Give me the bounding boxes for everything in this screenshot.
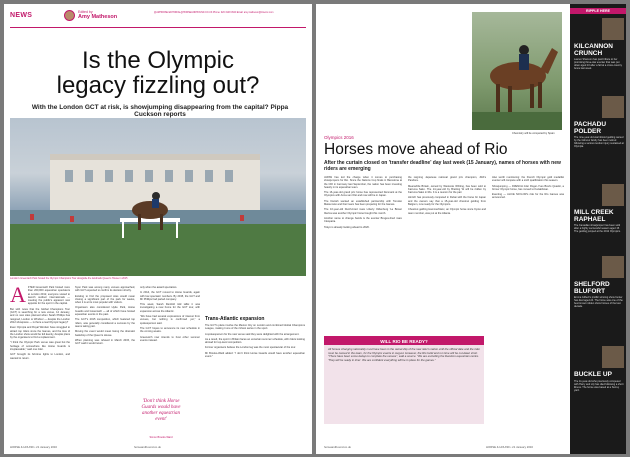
url-right: horseandhound.co.uk — [324, 445, 351, 449]
paragraph: FTER Greenwich Park hosted more than 200,000 equestrian spectators at London 2012, everyone vowed to launch outdoor internationals — meeting the public's apparent new appetite for the sport in the capital. — [27, 286, 70, 306]
sidebar-story — [574, 372, 624, 392]
paragraph: JAPAN has led the charge when it comes to purchasing showjumpers for Rio. Since the Nations Cup finals in Barcelona at the CDI in Germany last September, the nation has been investing heavily in its equestrian team. — [324, 176, 402, 189]
box-text: All horses changing nationality must have been in the ownership of the new rider's nation until the official date and the rider must be named in the team, for the Olympic events in August. However, the Rio build and run time will be cut-dawn short. "There have been some delays to complete the venues", said a source. "We are excluding the Deodoro equestrian centre. 'They will be ready in time'. We are confident everything will be in place for the games." — [328, 347, 480, 362]
standfirst: With the London GCT at risk, is showjumping disappearing from the capital? Pippa Cuckson reports — [31, 104, 289, 118]
paragraph: Organisers also considered Hyde Park, Horse Guards and Greenwich — all of which have hosted equestrian events in the past. — [75, 306, 135, 317]
paragraph: Moving the event would mean losing the dramatic backdrop of the Queen's House. — [75, 330, 135, 337]
paragraph: Existing to find the proposed sites would mean closing a significant part of the park for weeks, when it is at its most popular with visitors. — [75, 294, 135, 305]
body-column-1 — [324, 176, 402, 231]
body-column-1 — [10, 282, 70, 362]
horse-photo — [472, 12, 562, 130]
sidebar-header: RIPPLE HERE — [570, 8, 626, 14]
story-thumbnail — [602, 18, 624, 40]
story-text: The Canadian showjumper has been sold after a highly successful season aged 15. The gelding jumped at the 2012 Olympics. — [574, 224, 621, 234]
photo-caption: London's Greenwich Park hosted the Olympic Champions Tour alongside the landmark Queen's House in 2015 — [10, 277, 128, 280]
body-column-3 — [492, 176, 564, 202]
paragraph: The 10-year-old Dutch-bred mare Liberty Oldenburg 'La Brava' Iberica was another Olympic horse bought this month. — [324, 208, 402, 215]
paragraph: This week, Sarah Renfold told H&H it was investigating a new home for the GCT tour, with expansion across the Atlantic. — [140, 303, 200, 313]
headline — [4, 48, 312, 98]
paragraph: Chestnut gelding Hammerblanc, an Olympic horse since Kyoto and team member, was put at the Atlanta. — [408, 208, 486, 215]
paragraph: The 16-year-old grand prix horse has represented Denmark at the Olympics with Anna van Olst and now will be in Japan. — [324, 191, 402, 198]
paragraph: When planning was refused in March 2015, the GCT said it would return. — [75, 338, 135, 346]
folio-right: HORSE & HOUND • 21 January 2016 — [486, 445, 533, 449]
paragraph: Syon Park was among many venues approached, with GCT expected to confirm its decision shortly. — [75, 286, 135, 293]
drop-cap: A — [10, 282, 26, 307]
right-page — [316, 4, 626, 454]
left-page — [4, 4, 312, 454]
greenwich-park-photo — [10, 118, 306, 276]
sidebar-story — [574, 122, 624, 149]
subhead: Trans-Atlantic expansion — [205, 316, 265, 322]
sidebar-story — [574, 44, 624, 71]
paragraph: Greenwich now intends to host other summer events instead. — [140, 335, 200, 342]
headline-line-2: legacy fizzling out? — [56, 72, 260, 99]
story-title: SHELFORD BLUFORT — [574, 281, 610, 295]
paragraph: The Danish wanted an established partnership with Tomoko Matsumoto and their team has been preparing for the Games. — [324, 199, 402, 207]
paragraph: Showjumping — FRENCH rider Roger-Yves Bost's Quador, a former Olympic horse, has moved to Kazakhstan. — [492, 184, 564, 191]
story-title: MILL CREEK RAPHAEL — [574, 209, 614, 223]
paragraph: Former organisers believe the London leg was the most spectacular of the tour. — [205, 346, 296, 350]
photo-caption: Chemistry will be competed by Spain — [512, 132, 555, 135]
paragraph: GCT brought its full-time lights to London, and wanted to return. — [10, 353, 70, 360]
paragraph: Eventing — ALICE NAYLOR's ride for the Rio Games was announced. — [492, 193, 564, 200]
headline-line-1: Is the Olympic — [81, 47, 235, 74]
body-column-4 — [205, 286, 305, 360]
sidebar — [570, 4, 626, 454]
pull-quote: 'Don't think Horse Guards would have another equestrian event' — [141, 399, 181, 422]
standfirst: After the curtain closed on 'transfer deadline' day last week (15 January), names of horses with new riders are emerging — [324, 160, 561, 172]
paragraph: "I think the Olympic Park venue was great but the heritage of somewhere like Horse Guards is irreplaceable," said one rider. — [10, 341, 70, 352]
paragraph: only when the award spectators. — [140, 286, 178, 289]
paragraph: the reigning Japanese national grand prix champion, JRA's Pandora. — [408, 176, 486, 183]
edited-by-label: Edited by — [78, 10, 93, 14]
paragraph: As a result, the sport in Britain faces an uncertain summer schedule, with riders looking abroad for top-level competition. — [205, 337, 305, 345]
sidebar-story — [574, 210, 624, 233]
paragraph: Also worth mentioning: the French Olympic gold medallist eventer will compete with a sixth qualification this season. — [492, 176, 564, 183]
story-thumbnail — [602, 184, 624, 206]
box-title: WILL RIO BE READY? — [324, 338, 484, 345]
paragraph: But with news that the Global Champions Tour (GCT) is searching for a new venue, 14 January, and no new sites planned when Sarah Phillips has resigned, London or Windsor — despite the London 2012 showpiece — is there a real Olympic legacy? — [10, 307, 70, 324]
paragraph: The GCT's plans involve the Mexico City on London and combined Global Champions League, making it one of the richest series in the sport. — [205, 324, 305, 331]
paragraph: The GCT hopes to announce its new schedule in the coming weeks. — [140, 326, 200, 334]
pull-quote-attribution: Simon Brooks-Ward — [149, 436, 173, 439]
horse-illustration — [472, 12, 562, 130]
paragraph: In 2014, the GCT moved to Horse Guards, again with low spectator numbers. By 2015, the GCT and Mr Phillips had parted company. — [140, 291, 200, 301]
photo-illustration — [10, 118, 306, 276]
story-text: The nine-year-old warmblood gelding owned by the Gilmour family has been retired following a serious tendon injury sustained at Olympia. — [574, 136, 624, 149]
paragraph: Tokyo is already looking ahead to 2020. — [324, 225, 370, 229]
story-thumbnail — [602, 256, 624, 278]
story-thumbnail — [602, 346, 624, 368]
folio-left: HORSE & HOUND • 21 January 2016 — [10, 445, 57, 449]
url-left: horseandhound.co.uk — [134, 445, 161, 449]
story-thumbnail — [602, 96, 624, 118]
story-title: PACHADU POLDER — [574, 121, 607, 135]
body-column-3 — [140, 286, 200, 344]
headline: Horses move ahead of Rio — [324, 141, 508, 158]
paragraph: Hinrich has previously competed in Dubai with the horse for Japan and the owners say that a 15-year-old chestnut gelding from Belgium, now ready for the Olympics. — [408, 196, 486, 207]
story-text: Emma Gilbert's prolific winning show hunter has died aged 24. The horse was one of the best known ridden show horses of the last decade. — [574, 296, 623, 309]
editor-avatar — [64, 10, 75, 21]
paragraph: "We have had several expressions of interest from venues, but nothing is confirmed yet," a spokesperson said. — [140, 315, 200, 325]
header-rule — [10, 27, 306, 28]
sidebar-story — [574, 282, 624, 309]
story-text: Lauren Shannon has paid tribute to her promising three-star eventer that was put down aged 10 after a fall at a cross-country fence last week. — [574, 58, 622, 71]
paragraph: Mr Brooks-Ward added: "I don't think Horse Guards would have another equestrian event." — [205, 351, 305, 359]
section-label: Olympics 2016 — [324, 135, 354, 140]
paragraph: Even Olympia and Royal Windsor have struggled to attract top riders since the Games, and the loss of the London show would be felt keenly, despite plans by the organisers to find a replacement. — [10, 326, 70, 340]
rio-ready-box — [324, 336, 484, 424]
story-title: KILCANNON CRUNCH — [574, 43, 613, 57]
paragraph: Another name to change hands is the eventer Bruges-bred mare Cleopatra. — [324, 216, 402, 224]
editor-contact: @AMHORSE EDITORIAL@HORSEANDHOUND.CO.UK Phone: 020 3148 4540 Email: amy.matheson@timeinc.com — [154, 12, 274, 14]
paragraph: A spokesperson for the new venue said they were delighted with the arrangement. — [205, 332, 300, 336]
story-text: The 11-year-old who previously competed with Harry and Lily has died following a short illness. The horse was based at a Surrey yard. — [574, 379, 624, 392]
paragraph: The GCT's 2015 competition, which featured top riders, was generally considered a success by the teams taking part. — [75, 318, 135, 328]
story-title: BUCKLE UP — [574, 371, 612, 378]
body-column-2 — [75, 286, 135, 347]
body-column-2 — [408, 176, 486, 217]
editor-name: Amy Matheson — [78, 14, 118, 20]
section-label: NEWS — [10, 12, 33, 19]
paragraph: Meanwhile Britain, owned by Westcote Whiting, has been sold to Kazuma Sako. The 14-year-old by Bretting W will be ridden by Kazuma Sako in Rio. It is a reunion for the pair. — [408, 184, 486, 195]
